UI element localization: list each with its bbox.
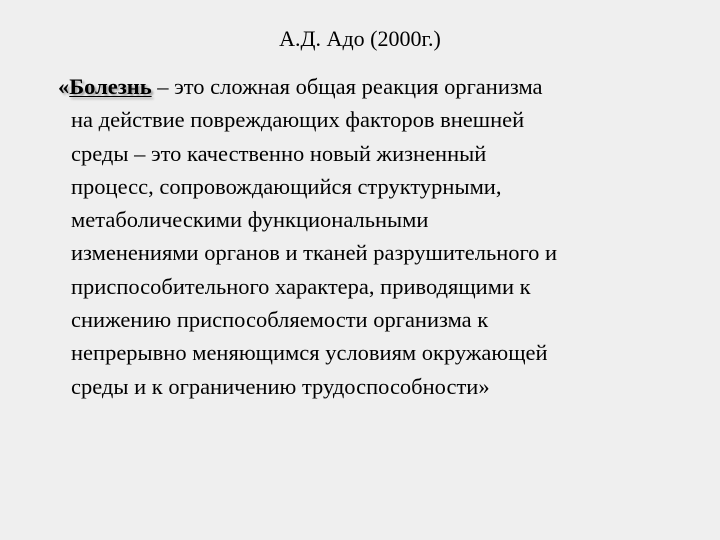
definition-line: приспособительного характера, приводящими к (71, 273, 531, 299)
definition-line: процесс, сопровождающийся структурными, (71, 173, 502, 199)
definition-first-line-text: – это сложная общая реакция организма (151, 74, 543, 99)
definition-line-1 (58, 70, 698, 103)
definition-line: на действие повреждающих факторов внешней (71, 107, 525, 133)
definition-line: изменениями органов и тканей разрушительного и (71, 240, 558, 266)
definition-paragraph (58, 70, 698, 403)
opening-quote: « (58, 74, 70, 99)
definition-line: непрерывно меняющимся условиям окружающей (71, 340, 548, 366)
definition-line: метаболическими функциональными (71, 207, 429, 233)
definition-line: среды и к ограничению трудоспособности» (71, 373, 490, 399)
definition-line: среды – это качественно новый жизненный (71, 140, 487, 166)
defined-term: Болезнь (69, 74, 152, 99)
definition-line: снижению приспособляемости организма к (71, 307, 489, 333)
author-attribution: А.Д. Адо (2000г.) (279, 26, 441, 51)
